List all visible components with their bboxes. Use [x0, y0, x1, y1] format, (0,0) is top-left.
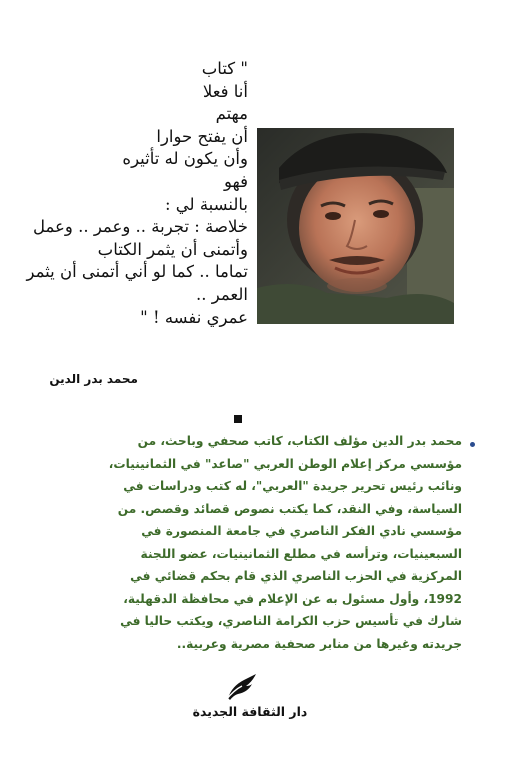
quote-line: وأتمنى أن يثمر الكتاب [97, 239, 248, 259]
author-photo [257, 128, 454, 324]
quote-line: أن يفتح حوارا [156, 126, 248, 146]
bio-line: السبعينيات، وترأسه في مطلع الثمانينيات، عضو اللجنة [140, 546, 462, 561]
quill-flame-icon [222, 672, 258, 702]
bio-line: المركزية في الحزب الناصري الذي قام بحكم قضائي في [130, 569, 462, 583]
bio-line: محمد بدر الدين مؤلف الكتاب، كاتب صحفي وباحث، من [137, 434, 462, 448]
quote-line: " كتاب [201, 59, 248, 78]
bio-line: مؤسسي نادي الفكر الناصري في جامعة المنصورة في [141, 524, 462, 538]
publisher-name: دار الثقافة الجديدة [192, 704, 308, 719]
bio-line: جريدته وغيرها من منابر صحفية مصرية وعربية.. [176, 636, 462, 651]
author-signature: محمد بدر الدين [49, 372, 138, 386]
bio-line: ونائب رئيس تحرير جريدة "العربي"، له كتب ودراسات في [123, 479, 462, 493]
quote-line: عمري نفسه ! " [140, 307, 248, 327]
bio-line: شارك في تأسيس حزب الكرامة الناصري، ويكتب حاليا في [120, 614, 462, 628]
author-quote [8, 58, 248, 329]
quote-line: خلاصة : تجربة .. وعمر .. وعمل [33, 217, 248, 237]
bio-line: السياسة، وفي النقد، كما يكتب نصوص قصائد وقصص. من [117, 501, 462, 516]
quote-line: العمر .. [196, 284, 248, 304]
quote-line: مهتم [215, 104, 248, 124]
quote-line: فهو [223, 171, 248, 191]
quote-line: بالنسبة لي : [165, 194, 248, 214]
bullet-dot-icon [470, 442, 475, 447]
bio-line: 1992، وأول مسئول به عن الإعلام في محافظة الدقهلية، [123, 591, 462, 606]
section-divider-bullet [234, 415, 242, 423]
author-bio [28, 430, 462, 655]
quote-line: تماما .. كما لو أني أتمنى أن يثمر [26, 262, 248, 282]
bio-line: مؤسسي مركز إعلام الوطن العربي "صاعد" في الثمانينيات، [108, 456, 462, 471]
quote-line: وأن يكون له تأثيره [122, 149, 248, 169]
quote-line: أنا فعلا [202, 81, 248, 101]
